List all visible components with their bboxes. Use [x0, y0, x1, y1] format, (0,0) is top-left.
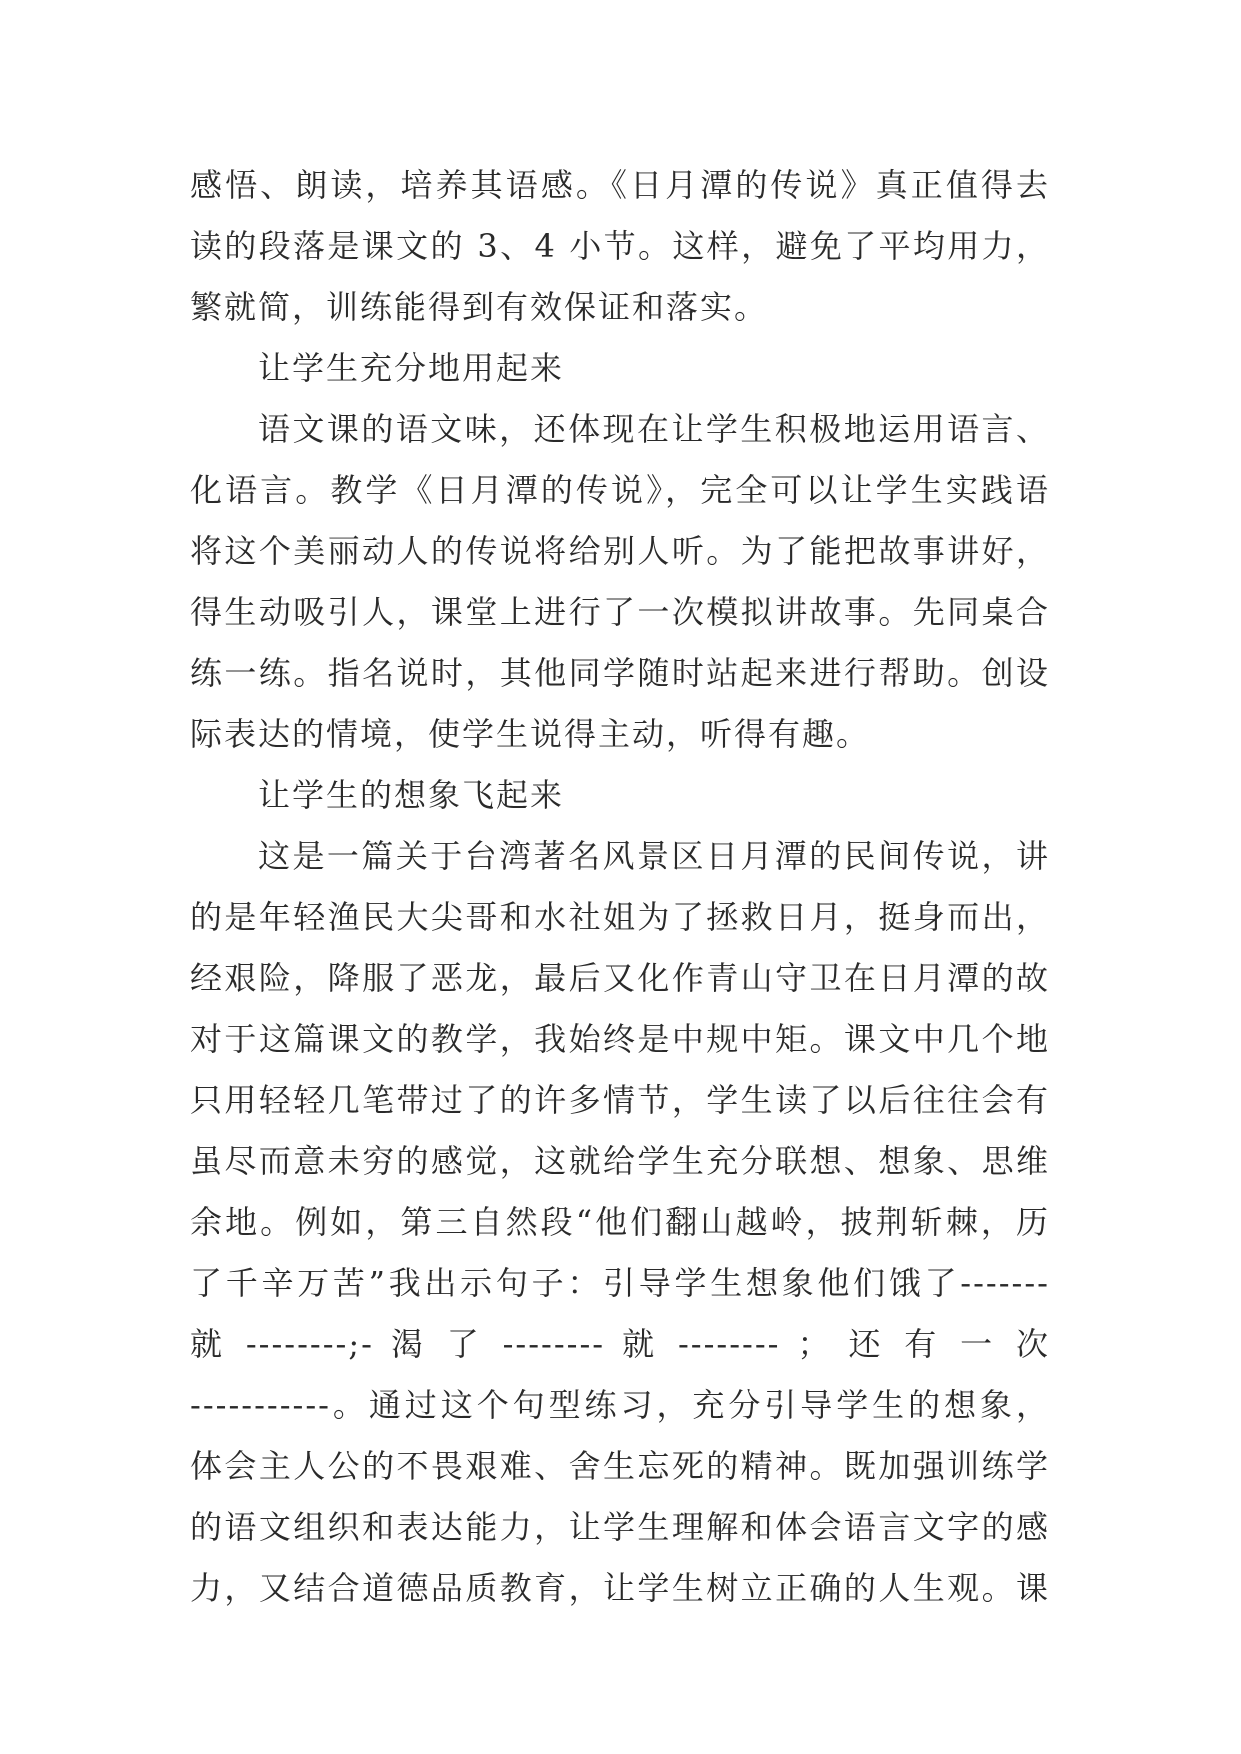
text-line: 得生动吸引人，课堂上进行了一次模拟讲故事。先同桌合: [190, 593, 1050, 631]
text-line: 经艰险，降服了恶龙，最后又化作青山守卫在日月潭的故: [190, 959, 1050, 997]
text-line: 只用轻轻几笔带过了的许多情节，学生读了以后往往会有: [190, 1081, 1050, 1119]
text-line: 感悟、朗读，培养其语感。《日月潭的传说》真正值得去: [190, 166, 1050, 204]
text-line: 余地。例如，第三自然段“他们翻山越岭，披荆斩棘，历: [190, 1203, 1050, 1241]
text-line: 化语言。教学《日月潭的传说》，完全可以让学生实践语: [190, 471, 1050, 509]
text-line: 让学生充分地用起来: [258, 349, 565, 387]
text-line: 的是年轻渔民大尖哥和水社姐为了拯救日月，挺身而出，: [190, 898, 1050, 936]
text-line: 繁就简，训练能得到有效保证和落实。: [190, 288, 769, 326]
text-line: 了千辛万苦”我出示句子：引导学生想象他们饿了-------: [190, 1264, 1050, 1302]
text-line: 力，又结合道德品质教育，让学生树立正确的人生观。课: [190, 1569, 1050, 1607]
text-line: 这是一篇关于台湾著名风景区日月潭的民间传说，讲: [258, 837, 1050, 875]
text-line: 体会主人公的不畏艰难、舍生忘死的精神。既加强训练学: [190, 1447, 1050, 1485]
text-line: 虽尽而意未穷的感觉，这就给学生充分联想、想象、思维: [190, 1142, 1050, 1180]
text-line: 际表达的情境，使学生说得主动，听得有趣。: [190, 715, 871, 753]
text-line: 练一练。指名说时，其他同学随时站起来进行帮助。创设: [190, 654, 1050, 692]
text-line: 语文课的语文味，还体现在让学生积极地运用语言、: [258, 410, 1050, 448]
text-line: 就 --------;- 渴 了 -------- 就 -------- ； 还 有 一 次: [190, 1325, 1050, 1363]
text-line: 对于这篇课文的教学，我始终是中规中矩。课文中几个地: [190, 1020, 1050, 1058]
text-line: 读的段落是课文的 3、4 小节。这样，避免了平均用力，: [190, 227, 1050, 265]
text-line: 让学生的想象飞起来: [258, 776, 565, 814]
text-line: 的语文组织和表达能力，让学生理解和体会语言文字的感: [190, 1508, 1050, 1546]
text-line: -----------。通过这个句型练习，充分引导学生的想象，: [190, 1386, 1050, 1424]
body-text: [190, 155, 1050, 1619]
text-line: 将这个美丽动人的传说将给别人听。为了能把故事讲好，: [190, 532, 1050, 570]
